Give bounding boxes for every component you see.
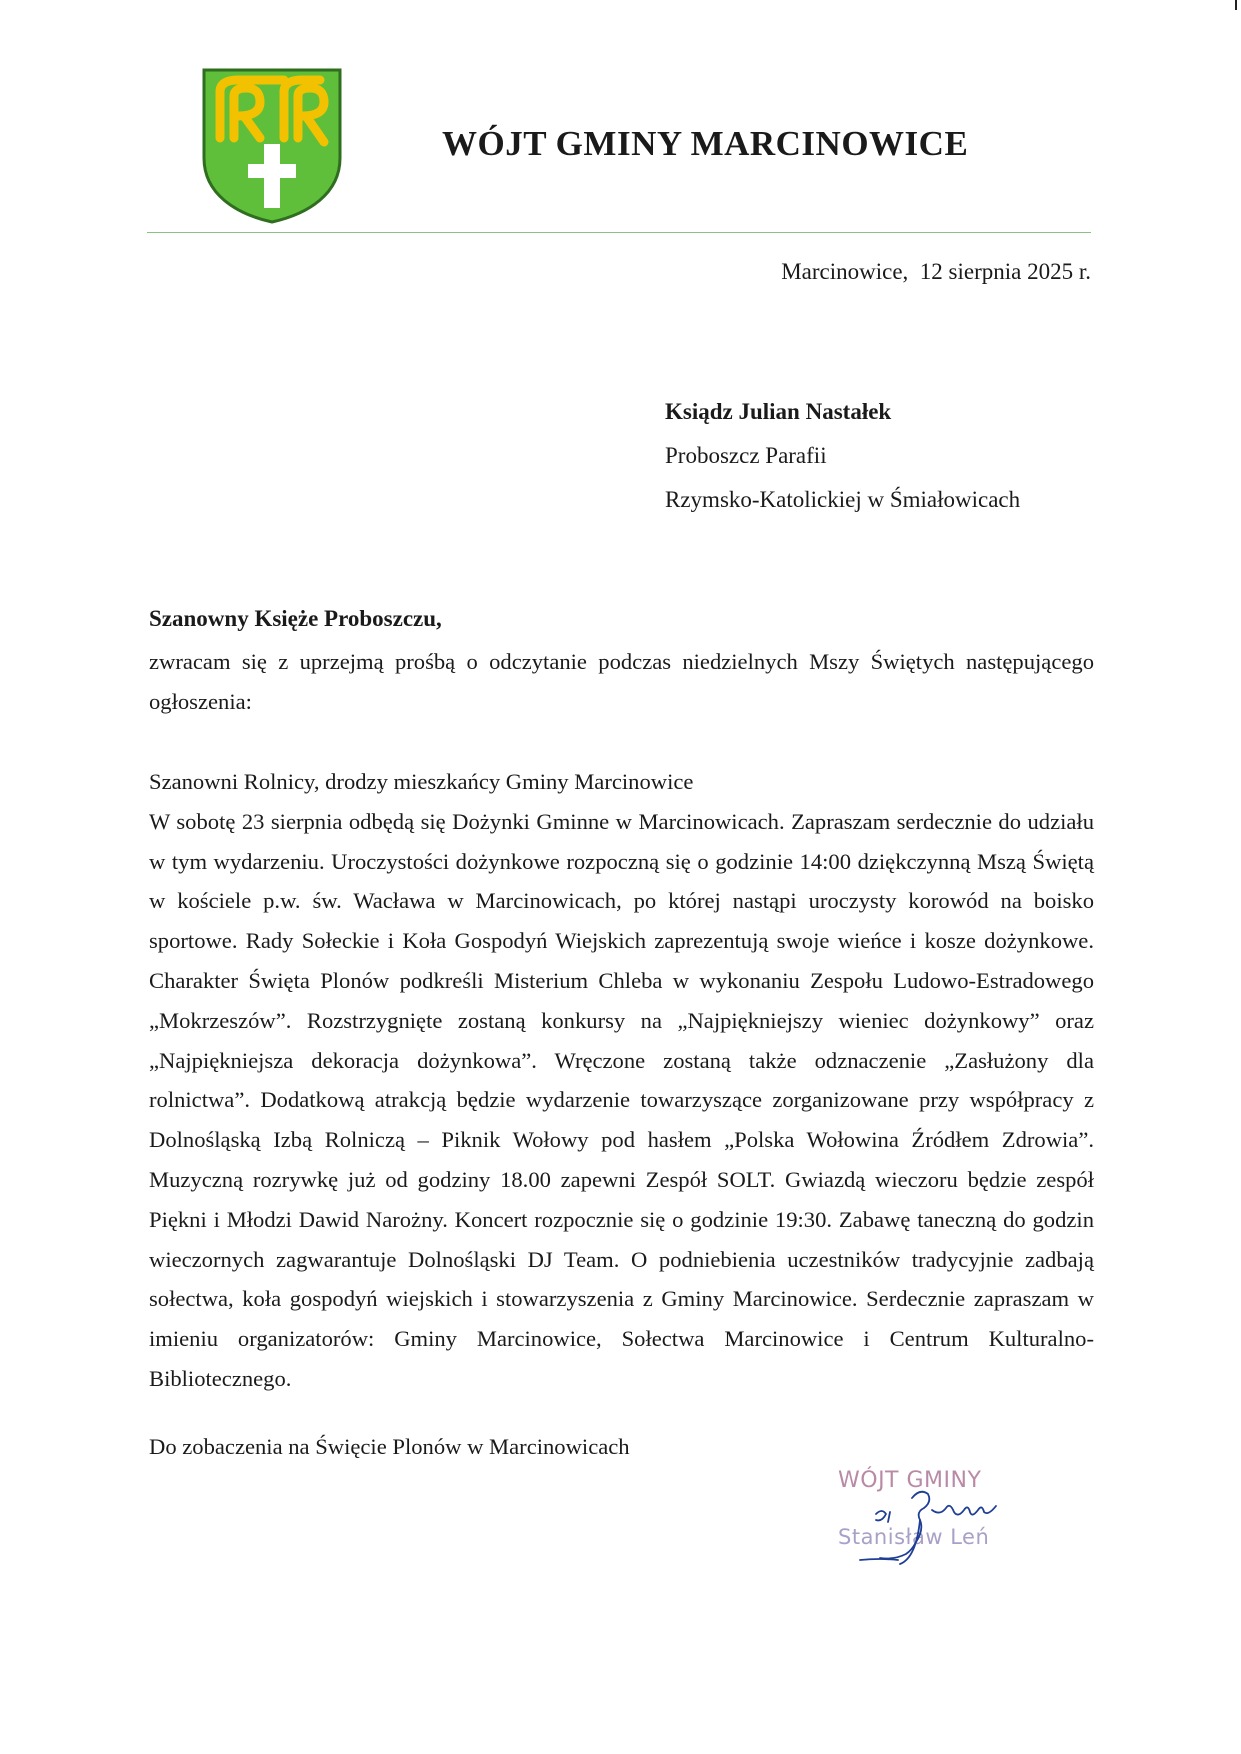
scan-margin-mark	[1235, 0, 1237, 10]
date-line: Marcinowice, 12 sierpnia 2025 r.	[781, 259, 1091, 284]
addressee-title: Proboszcz Parafii	[665, 443, 827, 468]
letterhead-title: WÓJT GMINY MARCINOWICE	[442, 124, 969, 163]
announcement-greeting: Szanowni Rolnicy, drodzy mieszkańcy Gminy Marcinowice	[149, 769, 694, 794]
official-stamp	[820, 1468, 1020, 1568]
salutation: Szanowny Księże Proboszczu,	[149, 606, 442, 631]
intro-paragraph: zwracam się z uprzejmą prośbą o odczytanie podczas niedzielnych Mszy Świętych następującego ogłoszenia:	[149, 649, 1094, 714]
stamp-office: WÓJT GMINY	[838, 1468, 982, 1493]
handwritten-signature-icon	[820, 1468, 1020, 1568]
announcement-body: W sobotę 23 sierpnia odbędą się Dożynki Gminne w Marcinowicach. Zapraszam serdecznie do udziału w tym wydarzeniu. Uroczystości dożynkowe rozpoczną się o godzinie 14:00 dziękczynną Mszą Świętą w kościele p.w. św. Wacława w Marcinowicach, po której nastąpi uroczysty korowód na boisko sportowe. Rady Sołeckie i Koła Gospodyń Wiejskich zaprezentują swoje wieńce i kosze dożynkowe. Charakter Święta Plonów podkreśli Misterium Chleba w wykonaniu Zespołu Ludowo-Estradowego „Mokrzeszów”. Rozstrzygnięte zostaną konkursy na „Najpiękniejszy wieniec dożynkowy” oraz „Najpiękniejsza dekoracja dożynkowa”. Wręczone zostaną także odznaczenie „Zasłużony dla rolnictwa”. Dodatkową atrakcją będzie wydarzenie towarzyszące zorganizowane przy współpracy z Dolnośląską Izbą Rolniczą – Piknik Wołowy pod hasłem „Polska Wołowina Źródłem Zdrowia”. Muzyczną rozrywkę już od godziny 18.00 zapewni Zespół SOLT. Gwiazdą wieczoru będzie zespół Piękni i Młodzi Dawid Narożny. Koncert rozpocznie się o godzinie 19:30. Zabawę taneczną do godzin wieczornych zagwarantuje Dolnośląski DJ Team. O podniebienia uczestników tradycyjnie zadbają sołectwa, koła gospodyń wiejskich i stowarzyszenia z Gminy Marcinowice. Serdecznie zapraszam w imieniu organizatorów: Gminy Marcinowice, Sołectwa Marcinowice i Centrum Kulturalno-Bibliotecznego.	[149, 808, 1094, 1391]
coat-of-arms-icon	[200, 66, 344, 224]
addressee-block	[665, 390, 1020, 522]
stamp-name: Stanisław Leń	[838, 1525, 990, 1549]
closing-line: Do zobaczenia na Święcie Plonów w Marcinowicach	[149, 1434, 630, 1459]
header-divider	[147, 232, 1091, 233]
announcement	[149, 762, 1094, 1399]
addressee-name: Ksiądz Julian Nastałek	[665, 399, 892, 424]
addressee-parish: Rzymsko-Katolickiej w Śmiałowicach	[665, 487, 1021, 512]
